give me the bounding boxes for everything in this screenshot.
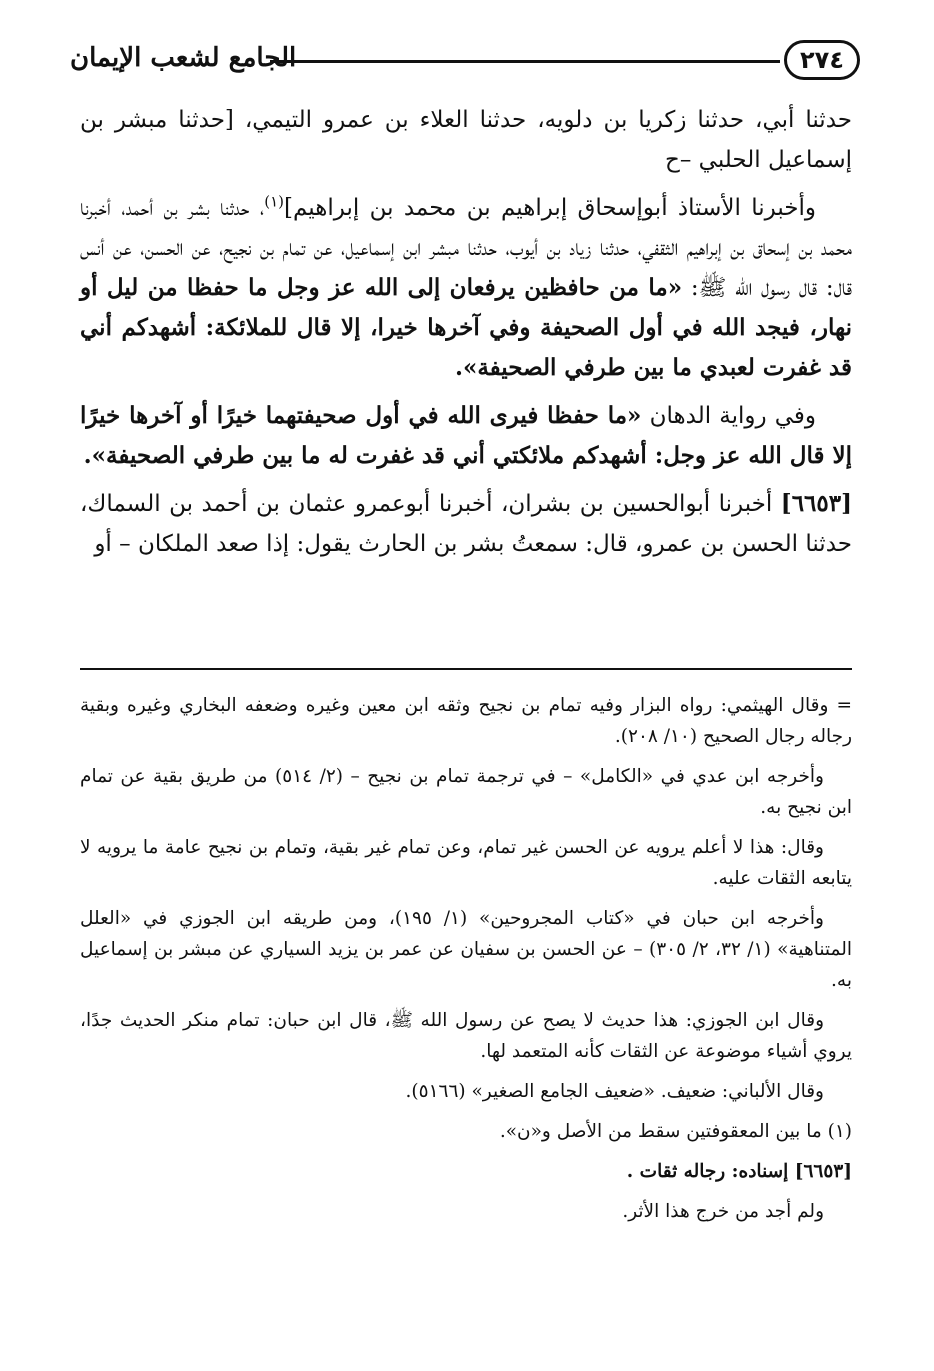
hadith-number: [٦٦٥٣] <box>780 490 852 517</box>
paragraph-2 <box>80 188 852 388</box>
paragraph-4 <box>80 484 852 564</box>
footnote-ibn-hibban: وأخرجه ابن حبان في «كتاب المجروحين» (١/ ١٩٥)، ومن طريقه ابن الجوزي في «العلل المتناهية» (١/ ٣٢، ٢/ ٣٠٥) – عن الحسن بن سفيان عن عمر بن يزيد السياري عن مبشر بن إسماعيل به. <box>80 908 852 991</box>
footnote-no-takhrij: ولم أجد من خرج هذا الأثر. <box>622 1201 824 1222</box>
footnote-albani: وقال الألباني: ضعيف. «ضعيف الجامع الصغير» (٥١٦٦). <box>405 1081 824 1102</box>
paragraph-1: حدثنا أبي، حدثنا زكريا بن دلويه، حدثنا العلاء بن عمرو التيمي، [حدثنا مبشر بن إسماعيل الحلبي –ح <box>80 107 852 173</box>
paragraph-2-isnad: وأخبرنا الأستاذ أبوإسحاق إبراهيم بن محمد بن إبراهيم] <box>284 195 816 221</box>
page-header <box>70 36 860 96</box>
hadith-variant-text: «ما حفظا فيرى الله في أول صحيفتهما خيرًا أو آخرها خيرًا إلا قال الله عز وجل: أشهدكم ملائكتي أني قد غفرت له ما بين طرفي الصحيفة». <box>80 402 852 469</box>
footnotes <box>80 690 852 1236</box>
paragraph-3 <box>80 396 852 476</box>
footnote-ibn-jawzi: وقال ابن الجوزي: هذا حديث لا يصح عن رسول الله ﷺ، قال ابن حبان: تمام منكر الحديث جدًا، يروي أشياء موضوعة عن الثقات كأنه المتعمد لها. <box>80 1010 852 1062</box>
footnote-ref-1: (١) <box>264 192 285 211</box>
footnote-ibn-adi: وأخرجه ابن عدي في «الكامل» – في ترجمة تمام بن نجيح – (٢/ ٥١٤) من طريق بقية عن تمام ابن نجيح به. <box>80 766 852 818</box>
page-number: ٢٧٤ <box>784 40 860 80</box>
book-title: الجامع لشعب الإيمان <box>70 43 297 73</box>
header-rule <box>270 60 780 63</box>
main-text <box>80 100 852 572</box>
footnote-separator <box>80 668 852 670</box>
paragraph-3-intro: وفي رواية الدهان <box>649 403 816 429</box>
footnote-ibn-adi-comment: وقال: هذا لا أعلم يرويه عن الحسن غير تمام، وعن تمام غير بقية، وتمام بن نجيح عامة ما يرويه لا يتابعه الثقات عليه. <box>80 837 852 889</box>
footnote-haythami: = وقال الهيثمي: رواه البزار وفيه تمام بن نجيح وثقه ابن معين وغيره وضعفه البخاري وغيره وبقية رجاله رجال الصحيح (١٠/ ٢٠٨). <box>80 695 852 747</box>
hadith-text: «ما من حافظين يرفعان إلى الله عز وجل ما حفظا من ليل أو نهار، فيجد الله في أول الصحيفة وفي آخرها خيرا، إلا قال للملائكة: أشهدكم أني قد غفرت لعبدي ما بين طرفي الصحيفة». <box>80 274 852 381</box>
paragraph-4-text: أخبرنا أبوالحسين بن بشران، أخبرنا أبوعمرو عثمان بن أحمد بن السماك، حدثنا الحسن بن عمرو، قال: سمعتُ بشر بن الحارث يقول: إذا صعد الملكان – أو <box>80 491 852 557</box>
footnote-isnad-label: [٦٦٥٣] إسناده: رجاله ثقات . <box>626 1161 852 1182</box>
paragraph-2-isnad-rest: ، حدثنا بشر بن أحمد، أخبرنا محمد بن إسحاق بن إبراهيم الثقفي، حدثنا زياد بن أيوب، حدثنا مبشر ابن إسماعيل، عن تمام بن نجيح، عن الحسن، عن أنس قال: قال رسول الله ﷺ: <box>80 195 852 301</box>
footnote-1: (١) ما بين المعقوفتين سقط من الأصل و«ن». <box>499 1121 852 1142</box>
